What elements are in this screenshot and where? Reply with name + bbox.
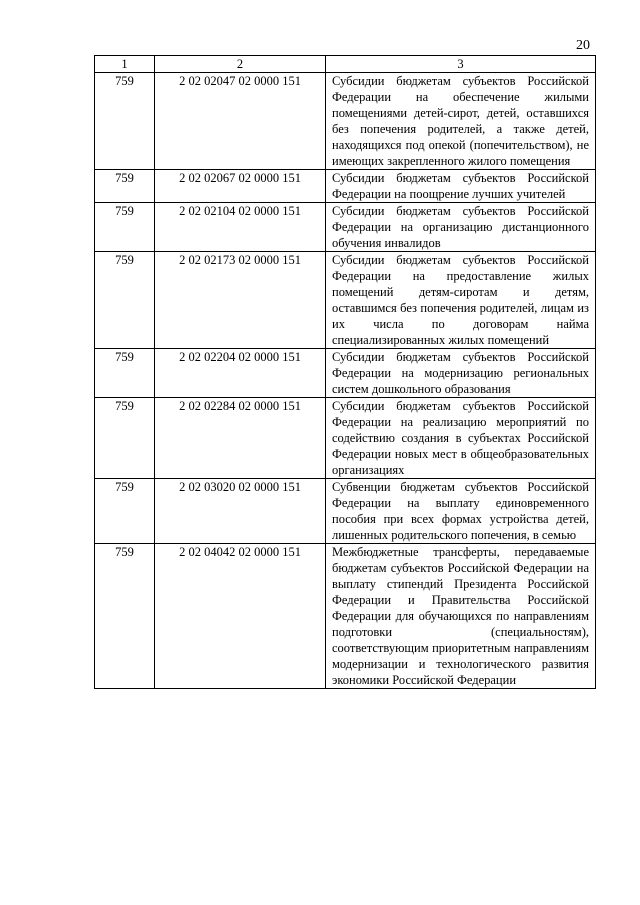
admin-code-cell: 759 [95,170,155,203]
table-row [95,170,596,203]
classification-code-cell: 2 02 02067 02 0000 151 [155,170,326,203]
classification-code-cell: 2 02 02204 02 0000 151 [155,349,326,398]
admin-code-cell: 759 [95,349,155,398]
table-row [95,203,596,252]
classification-code-cell: 2 02 02173 02 0000 151 [155,252,326,349]
admin-code-cell: 759 [95,73,155,170]
description-cell: Субсидии бюджетам субъектов Российской Федерации на модернизацию региональных систем дошкольного образования [326,349,596,398]
classification-code-cell: 2 02 02047 02 0000 151 [155,73,326,170]
column-header-1: 1 [95,56,155,73]
table-header-row [95,56,596,73]
classification-code-cell: 2 02 03020 02 0000 151 [155,479,326,544]
table-row [95,252,596,349]
table-row [95,398,596,479]
table-body [95,73,596,689]
budget-classification-table [94,55,596,689]
page-number: 20 [576,38,590,53]
description-cell: Субсидии бюджетам субъектов Российской Федерации на обеспечение жилыми помещениями детей-сирот, детей, оставшихся без попечения родителей, а также детей, находящихся под опекой (попечительством), не имеющих закрепленного жилого помещения [326,73,596,170]
description-cell: Субвенции бюджетам субъектов Российской Федерации на выплату единовременного пособия при всех формах устройства детей, лишенных родительского попечения, в семью [326,479,596,544]
admin-code-cell: 759 [95,398,155,479]
classification-code-cell: 2 02 02284 02 0000 151 [155,398,326,479]
description-cell: Субсидии бюджетам субъектов Российской Федерации на реализацию мероприятий по содействию создания в субъектах Российской Федерации новых мест в общеобразовательных организациях [326,398,596,479]
admin-code-cell: 759 [95,203,155,252]
table-row [95,349,596,398]
description-cell: Субсидии бюджетам субъектов Российской Федерации на предоставление жилых помещений детям-сиротам и детям, оставшимся без попечения родителей, лицам из их числа по договорам найма специализированных жилых помещений [326,252,596,349]
table-row [95,544,596,689]
admin-code-cell: 759 [95,252,155,349]
classification-code-cell: 2 02 02104 02 0000 151 [155,203,326,252]
description-cell: Субсидии бюджетам субъектов Российской Федерации на поощрение лучших учителей [326,170,596,203]
admin-code-cell: 759 [95,544,155,689]
description-cell: Субсидии бюджетам субъектов Российской Федерации на организацию дистанционного обучения инвалидов [326,203,596,252]
table-row [95,73,596,170]
table-row [95,479,596,544]
description-cell: Межбюджетные трансферты, передаваемые бюджетам субъектов Российской Федерации на выплату стипендий Президента Российской Федерации и Правительства Российской Федерации для обучающихся по направлениям подготовки (специальностям), соответствующим приоритетным направлениям модернизации и технологического развития экономики Российской Федерации [326,544,596,689]
column-header-3: 3 [326,56,596,73]
admin-code-cell: 759 [95,479,155,544]
classification-code-cell: 2 02 04042 02 0000 151 [155,544,326,689]
column-header-2: 2 [155,56,326,73]
